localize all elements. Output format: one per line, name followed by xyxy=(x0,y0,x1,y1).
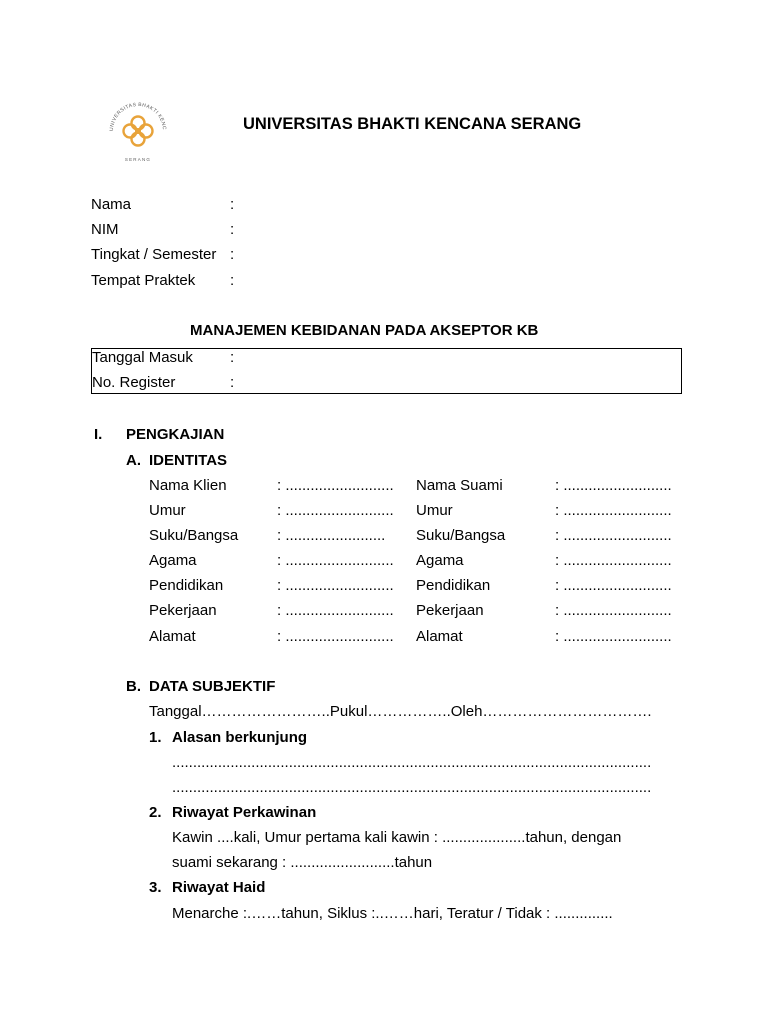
admission-date-colon: : xyxy=(230,349,235,366)
identitas-title: IDENTITAS xyxy=(149,452,228,469)
identitas-left-value: : .......................... xyxy=(277,552,394,569)
identitas-right-value: : .......................... xyxy=(555,602,672,619)
item1-title: Alasan berkunjung xyxy=(172,729,308,746)
student-name-colon: : xyxy=(230,196,235,213)
item3-line: Menarche :.……tahun, Siklus :..……hari, Teratur / Tidak : .............. xyxy=(172,905,613,922)
item3-number: 3. xyxy=(149,879,162,896)
identitas-left-label: Nama Klien xyxy=(149,477,227,494)
item3-title: Riwayat Haid xyxy=(172,879,266,896)
identitas-right-value: : .......................... xyxy=(555,477,672,494)
identitas-right-label: Suku/Bangsa xyxy=(416,527,506,544)
admission-register-colon: : xyxy=(230,374,235,391)
identitas-left-label: Umur xyxy=(149,502,186,519)
identitas-left-value: : ........................ xyxy=(277,527,386,544)
identitas-left-label: Suku/Bangsa xyxy=(149,527,239,544)
identitas-right-value: : .......................... xyxy=(555,552,672,569)
identitas-right-value: : .......................... xyxy=(555,577,672,594)
admission-register-label: No. Register xyxy=(92,374,176,391)
identitas-left-value: : .......................... xyxy=(277,628,394,645)
identitas-right-label: Umur xyxy=(416,502,453,519)
identitas-letter: A. xyxy=(126,452,141,469)
section-title: PENGKAJIAN xyxy=(126,426,225,443)
identitas-left-label: Alamat xyxy=(149,628,196,645)
identitas-left-value: : .......................... xyxy=(277,577,394,594)
item1-dots-line-2: ................................................................................................................... xyxy=(172,779,652,796)
student-place-colon: : xyxy=(230,272,235,289)
identitas-left-label: Pekerjaan xyxy=(149,602,217,619)
identitas-left-value: : .......................... xyxy=(277,602,394,619)
identitas-left-value: : .......................... xyxy=(277,477,394,494)
logo-ring-text: UNIVERSITAS BHAKTI KENC xyxy=(108,101,168,132)
identitas-left-label: Agama xyxy=(149,552,197,569)
identitas-right-value: : .......................... xyxy=(555,527,672,544)
identitas-right-label: Pendidikan xyxy=(416,577,491,594)
identitas-right-label: Pekerjaan xyxy=(416,602,484,619)
subjektif-letter: B. xyxy=(126,678,141,695)
student-name-label: Nama xyxy=(91,196,132,213)
section-number: I. xyxy=(94,426,103,443)
item1-number: 1. xyxy=(149,729,162,746)
item1-dots-line-1: ................................................................................................................... xyxy=(172,754,652,771)
student-place-label: Tempat Praktek xyxy=(91,272,196,289)
student-nim-colon: : xyxy=(230,221,235,238)
identitas-right-label: Agama xyxy=(416,552,464,569)
student-level-label: Tingkat / Semester xyxy=(91,246,217,263)
identitas-left-label: Pendidikan xyxy=(149,577,224,594)
form-title: MANAJEMEN KEBIDANAN PADA AKSEPTOR KB xyxy=(190,322,539,339)
item2-number: 2. xyxy=(149,804,162,821)
item2-title: Riwayat Perkawinan xyxy=(172,804,317,821)
subjektif-title: DATA SUBJEKTIF xyxy=(149,678,276,695)
university-title: UNIVERSITAS BHAKTI KENCANA SERANG xyxy=(243,115,582,133)
student-nim-label: NIM xyxy=(91,221,119,238)
identitas-right-value: : .......................... xyxy=(555,628,672,645)
item2-line-2: suami sekarang : .........................tahun xyxy=(172,854,433,871)
subjektif-date-line: Tanggal……………………..Pukul……………..Oleh……………………………. xyxy=(149,703,652,720)
university-logo xyxy=(96,99,180,163)
logo-bottom-text: SERANG xyxy=(124,157,152,162)
student-level-colon: : xyxy=(230,246,235,263)
identitas-left-value: : .......................... xyxy=(277,502,394,519)
admission-date-label: Tanggal Masuk xyxy=(92,349,193,366)
identitas-right-label: Nama Suami xyxy=(416,477,503,494)
identitas-right-value: : .......................... xyxy=(555,502,672,519)
identitas-right-label: Alamat xyxy=(416,628,463,645)
item2-line-1: Kawin ....kali, Umur pertama kali kawin : ....................tahun, dengan xyxy=(172,829,622,846)
